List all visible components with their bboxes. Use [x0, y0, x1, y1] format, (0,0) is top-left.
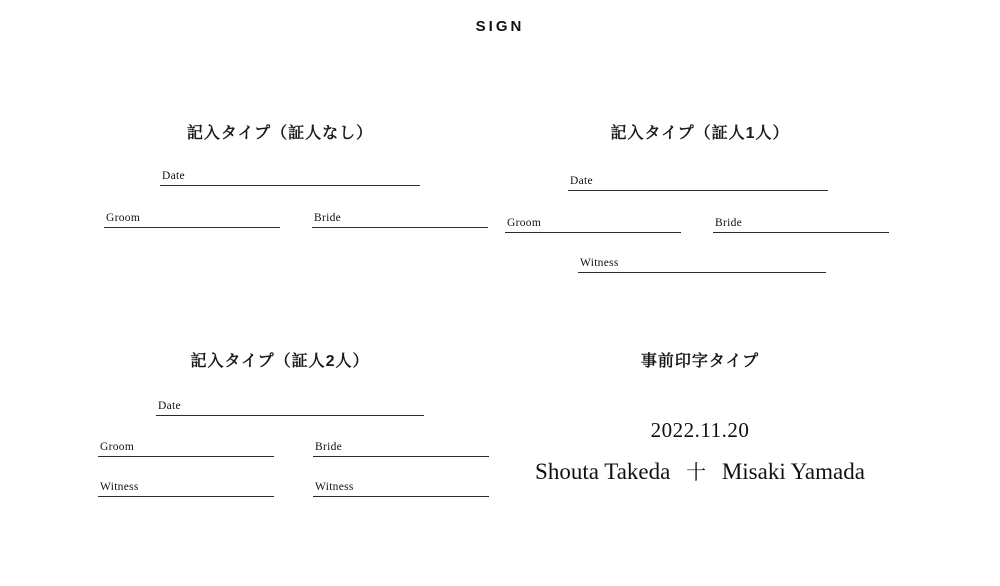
- field-rule-bride[interactable]: [313, 456, 489, 457]
- field-bride-two-witness[interactable]: [313, 441, 489, 457]
- field-rule-witness[interactable]: [578, 272, 826, 273]
- field-label-date: Date: [162, 170, 185, 182]
- panel-pre-printed: [480, 348, 920, 538]
- panel-two-witness: [60, 348, 500, 538]
- field-rule-groom[interactable]: [98, 456, 274, 457]
- field-rule-bride[interactable]: [312, 227, 488, 228]
- field-witness1-two-witness[interactable]: [98, 481, 274, 497]
- panel-title-pre-printed: 事前印字タイプ: [640, 353, 760, 370]
- field-label-bride: Bride: [314, 212, 342, 224]
- field-bride-no-witness[interactable]: [312, 212, 488, 228]
- panel-title-one-witness: 記入タイプ（証人1人）: [610, 125, 790, 142]
- field-rule-groom[interactable]: [505, 232, 681, 233]
- page-title: SIGN: [475, 18, 525, 35]
- field-date-two-witness[interactable]: [156, 400, 424, 416]
- field-label-date: Date: [570, 175, 593, 187]
- printed-names: [480, 456, 920, 485]
- field-rule-bride[interactable]: [713, 232, 889, 233]
- field-date-no-witness[interactable]: [160, 170, 420, 186]
- field-rule-date[interactable]: [156, 415, 424, 416]
- field-label-witness: Witness: [315, 481, 354, 493]
- field-label-witness: Witness: [580, 257, 619, 269]
- field-witness2-two-witness[interactable]: [313, 481, 489, 497]
- field-label-groom: Groom: [106, 212, 141, 224]
- field-groom-one-witness[interactable]: [505, 217, 681, 233]
- field-groom-two-witness[interactable]: [98, 441, 274, 457]
- field-rule-witness[interactable]: [313, 496, 489, 497]
- field-label-witness: Witness: [100, 481, 139, 493]
- field-label-groom: Groom: [507, 217, 542, 229]
- field-rule-witness[interactable]: [98, 496, 274, 497]
- panel-title-two-witness: 記入タイプ（証人2人）: [190, 353, 370, 370]
- plus-symbol-icon: 十: [686, 462, 707, 484]
- field-rule-date[interactable]: [568, 190, 828, 191]
- field-label-bride: Bride: [715, 217, 743, 229]
- panel-one-witness: [480, 120, 920, 310]
- printed-bride-name: Misaki Yamada: [721, 459, 865, 484]
- field-label-bride: Bride: [315, 441, 343, 453]
- field-groom-no-witness[interactable]: [104, 212, 280, 228]
- field-bride-one-witness[interactable]: [713, 217, 889, 233]
- printed-date: 2022.11.20: [650, 418, 750, 442]
- printed-groom-name: Shouta Takeda: [535, 459, 671, 484]
- field-label-date: Date: [158, 400, 181, 412]
- field-label-groom: Groom: [100, 441, 135, 453]
- panel-title-no-witness: 記入タイプ（証人なし）: [186, 125, 374, 142]
- field-rule-date[interactable]: [160, 185, 420, 186]
- field-rule-groom[interactable]: [104, 227, 280, 228]
- field-date-one-witness[interactable]: [568, 175, 828, 191]
- field-witness-one-witness[interactable]: [578, 257, 826, 273]
- panel-no-witness: [60, 120, 500, 270]
